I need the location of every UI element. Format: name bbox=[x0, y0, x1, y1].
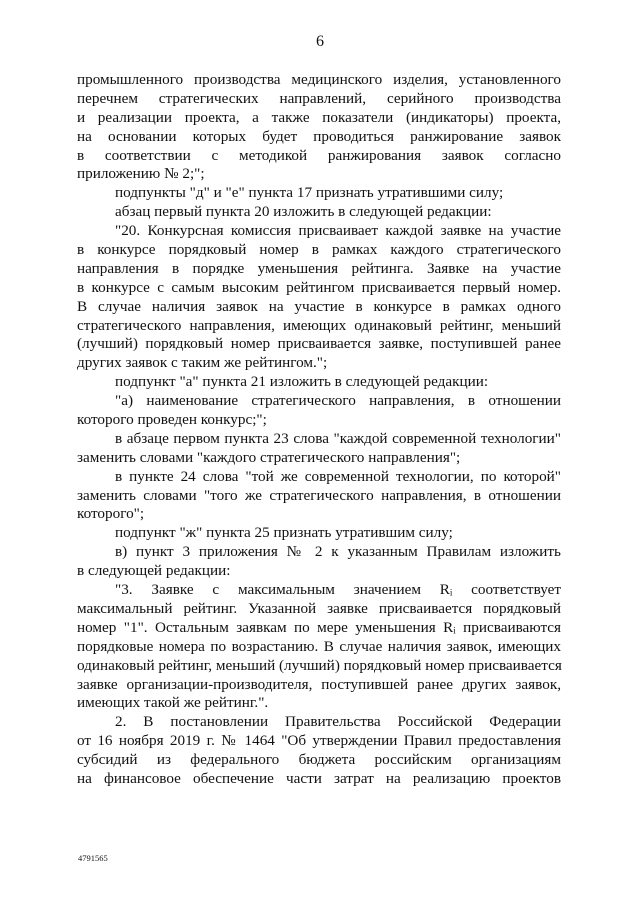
text-line: номер "1". Остальным заявкам по мере уменьшения Rᵢ присваиваются bbox=[77, 618, 561, 636]
text-line: в пункте 24 слова "той же современной технологии, по которой" bbox=[115, 467, 561, 485]
text-line: и реализации проекта, а также показатели (индикаторы) проекта, bbox=[77, 108, 561, 126]
text-line: заменить словами "того же стратегического направления, в отношении bbox=[77, 486, 561, 504]
text-line: одинаковый рейтинг, меньший (лучший) порядковый номер присваивается bbox=[77, 656, 562, 674]
text-line: заявке организации-производителя, поступившей ранее других заявок, bbox=[77, 675, 561, 693]
text-line: 2. В постановлении Правительства Российской Федерации bbox=[115, 713, 561, 731]
text-line: порядковые номера по возрастанию. В случае наличия заявок, имеющих bbox=[77, 637, 561, 655]
text-line: в конкурсе с самым высоким рейтингом присваивается первый номер. bbox=[77, 278, 561, 296]
text-line: максимальный рейтинг. Указанной заявке присваивается порядковый bbox=[77, 599, 561, 617]
text-line: которого проведен конкурс;"; bbox=[77, 411, 267, 429]
text-line: направления в порядке уменьшения рейтинга. Заявке на участие bbox=[77, 259, 561, 277]
page-number: 6 bbox=[316, 33, 324, 50]
text-line: в конкурсе порядковый номер в рамках каждого стратегического bbox=[77, 241, 561, 259]
document-body bbox=[77, 71, 561, 789]
text-line: (лучший) порядковый номер присваивается заявке, поступившей ранее bbox=[77, 335, 561, 353]
text-line: промышленного производства медицинского изделия, установленного bbox=[77, 71, 561, 88]
text-line: приложению № 2;"; bbox=[77, 165, 205, 183]
text-line: на основании которых будет проводиться ранжирование заявок bbox=[77, 127, 561, 145]
text-line: в соответствии с методикой ранжирования заявок согласно bbox=[77, 146, 561, 164]
text-line: подпункт "а" пункта 21 изложить в следующей редакции: bbox=[115, 373, 489, 391]
text-line: абзац первый пункта 20 изложить в следующей редакции: bbox=[115, 203, 492, 221]
text-line: подпункты "д" и "е" пункта 17 признать утратившими силу; bbox=[115, 184, 504, 202]
text-line: на финансовое обеспечение части затрат на реализацию проектов bbox=[77, 769, 561, 787]
text-line: перечнем стратегических направлений, серийного производства bbox=[77, 89, 561, 107]
text-line: подпункт "ж" пункта 25 признать утратившим силу; bbox=[115, 524, 453, 542]
document-code: 4791565 bbox=[78, 853, 108, 863]
text-line: других заявок с таким же рейтингом."; bbox=[77, 354, 328, 372]
text-line: в следующей редакции: bbox=[77, 562, 231, 580]
text-line: "20. Конкурсная комиссия присваивает каждой заявке на участие bbox=[115, 222, 561, 240]
text-line: "а) наименование стратегического направления, в отношении bbox=[115, 392, 561, 410]
text-line: заменить словами "каждого стратегического направления"; bbox=[77, 448, 461, 466]
text-line: которого"; bbox=[77, 505, 145, 523]
text-line: В случае наличия заявок на участие в конкурсе в рамках одного bbox=[77, 297, 561, 315]
text-line: в) пункт 3 приложения № 2 к указанным Правилам изложить bbox=[115, 543, 561, 561]
text-line: в абзаце первом пункта 23 слова "каждой современной технологии" bbox=[115, 429, 561, 447]
text-line: от 16 ноября 2019 г. № 1464 "Об утверждении Правил предоставления bbox=[77, 732, 561, 750]
text-line: субсидий из федерального бюджета российским организациям bbox=[77, 751, 561, 769]
text-line: имеющих такой же рейтинг.". bbox=[77, 694, 269, 712]
text-line: стратегического направления, имеющих одинаковый рейтинг, меньший bbox=[77, 316, 561, 334]
text-line: "3. Заявке с максимальным значением Rᵢ соответствует bbox=[115, 581, 561, 599]
